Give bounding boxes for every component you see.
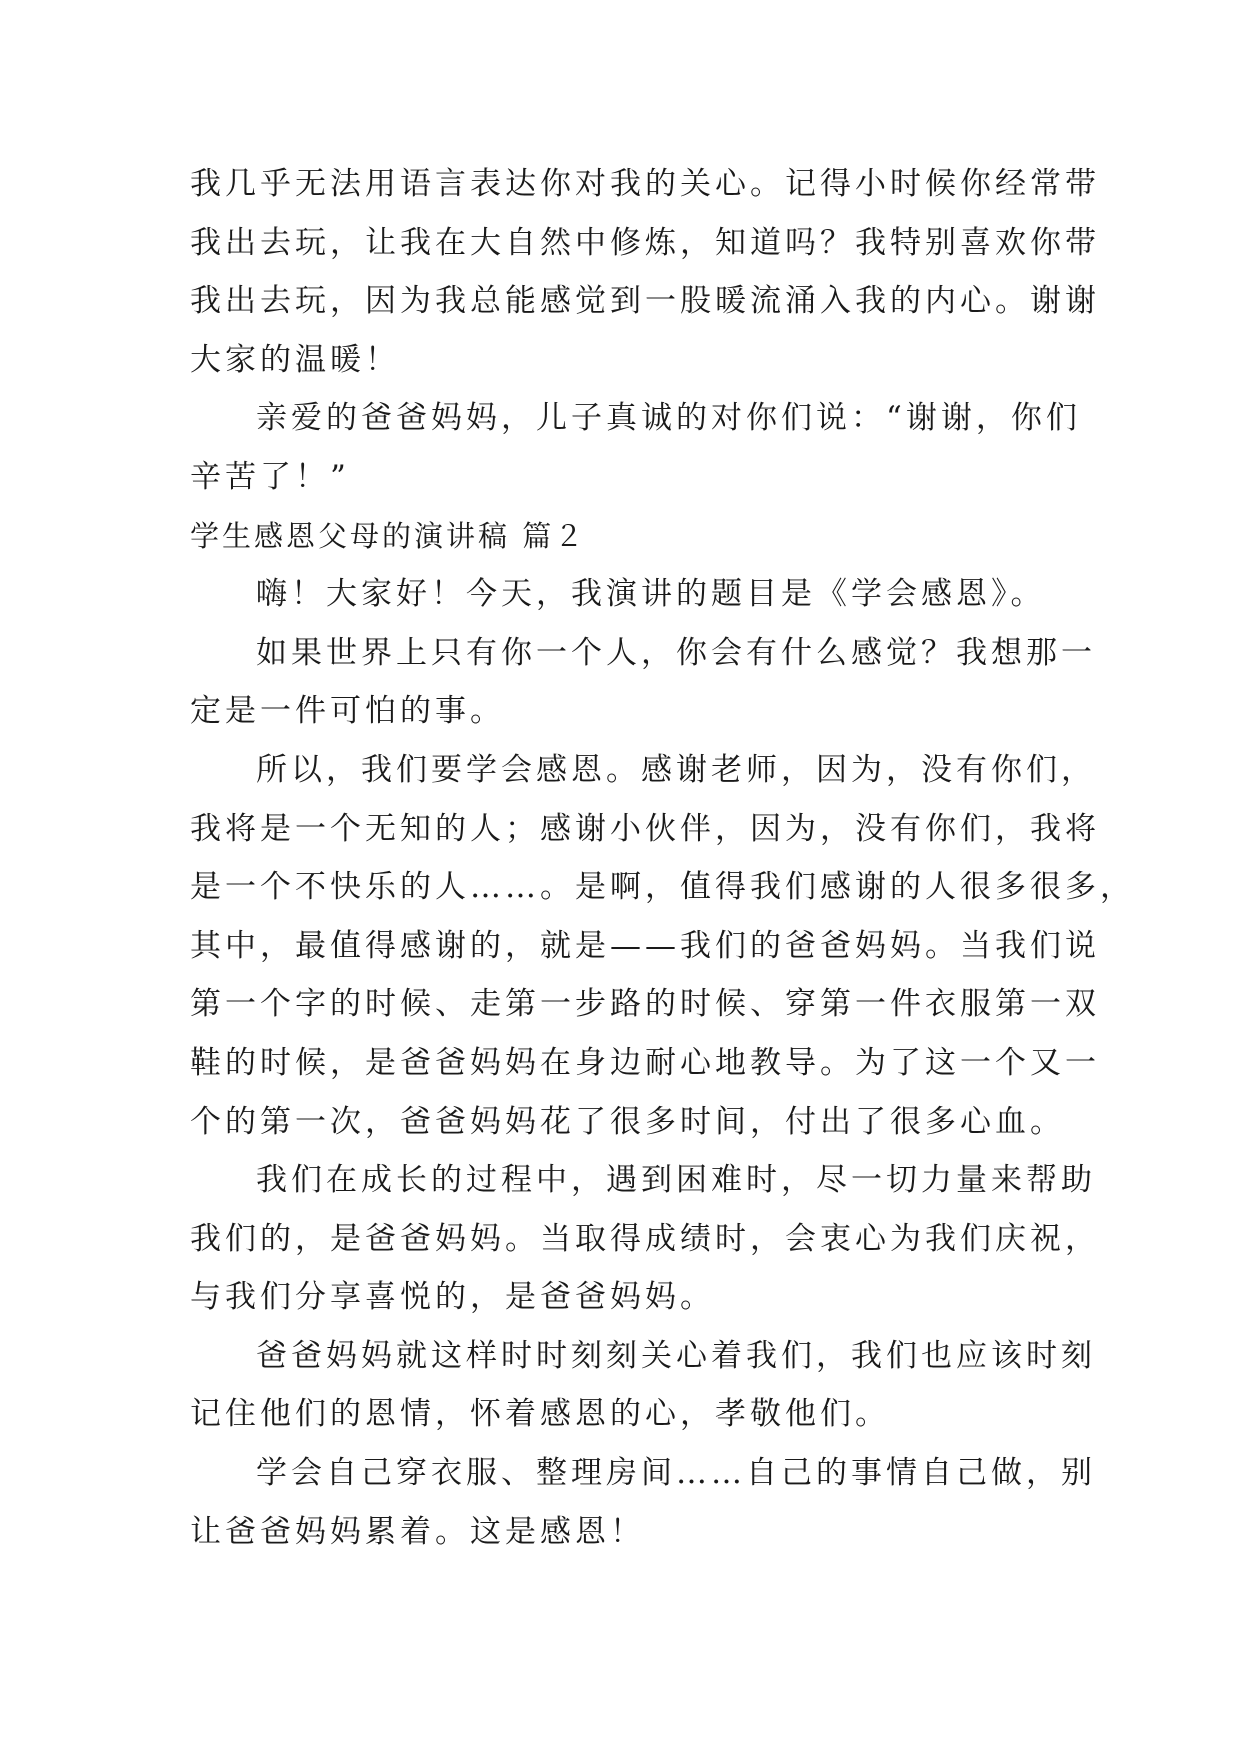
text-line: 我出去玩，因为我总能感觉到一股暖流涌入我的内心。谢谢: [190, 283, 1100, 320]
text-line: 个的第一次，爸爸妈妈花了很多时间，付出了很多心血。: [190, 1103, 1065, 1140]
text-line: 其中，最值得感谢的，就是——我们的爸爸妈妈。当我们说: [190, 927, 1100, 964]
text-line: 如果世界上只有你一个人，你会有什么感觉？我想那一: [256, 634, 1096, 671]
text-line: 与我们分享喜悦的，是爸爸妈妈。: [190, 1279, 715, 1316]
section-heading: 学生感恩父母的演讲稿 篇２: [190, 518, 587, 553]
text-line: 亲爱的爸爸妈妈，儿子真诚的对你们说：“谢谢，你们: [256, 400, 1081, 437]
document-page: [190, 155, 1135, 1561]
text-line: 辛苦了！”: [190, 458, 350, 495]
text-line: 学会自己穿衣服、整理房间……自己的事情自己做，别: [256, 1455, 1096, 1492]
text-line: 我几乎无法用语言表达你对我的关心。记得小时候你经常带: [190, 166, 1100, 202]
text-line: 我将是一个无知的人；感谢小伙伴，因为，没有你们，我将: [190, 810, 1100, 847]
text-line: 爸爸妈妈就这样时时刻刻关心着我们，我们也应该时刻: [256, 1337, 1096, 1374]
text-line: 是一个不快乐的人……。是啊，值得我们感谢的人很多很多，: [190, 869, 1135, 906]
text-line: 记住他们的恩情，怀着感恩的心，孝敬他们。: [190, 1396, 890, 1433]
text-line: 所以，我们要学会感恩。感谢老师，因为，没有你们，: [256, 751, 1096, 788]
text-line: 定是一件可怕的事。: [190, 693, 505, 730]
text-line: 第一个字的时候、走第一步路的时候、穿第一件衣服第一双: [190, 986, 1100, 1023]
text-line: 嗨！大家好！今天，我演讲的题目是《学会感恩》。: [256, 576, 1046, 613]
text-line: 我们的，是爸爸妈妈。当取得成绩时，会衷心为我们庆祝，: [190, 1220, 1100, 1257]
text-line: 鞋的时候，是爸爸妈妈在身边耐心地教导。为了这一个又一: [190, 1044, 1100, 1081]
text-line: 我出去玩，让我在大自然中修炼，知道吗？我特别喜欢你带: [190, 224, 1100, 261]
text-line: 大家的温暖！: [190, 341, 400, 378]
text-line: 我们在成长的过程中，遇到困难时，尽一切力量来帮助: [256, 1162, 1096, 1199]
text-line: 让爸爸妈妈累着。这是感恩！: [190, 1513, 645, 1550]
